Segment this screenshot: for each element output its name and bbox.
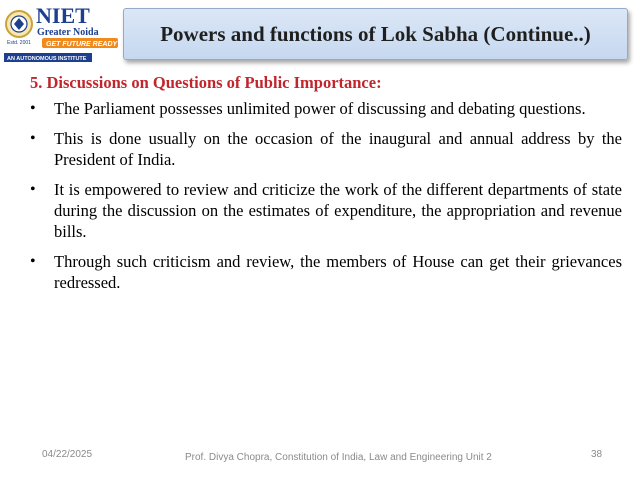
bullet-item [30,251,622,293]
page-number: 38 [591,449,603,460]
logo-tagline: GET FUTURE READY [46,41,118,48]
niet-logo [2,2,122,66]
logo-subtitle: Greater Noida [37,27,99,38]
slide-title: Powers and functions of Lok Sabha (Continue..) [160,21,591,46]
bullet-icon: • [30,100,36,117]
bullet-text: Through such criticism and review, the members of House can get their grievances redressed. [54,252,622,292]
section-heading: 5. Discussions on Questions of Public Importance: [30,73,382,92]
bullet-text: This is done usually on the occasion of the inaugural and annual address by the President of India. [54,129,622,169]
bullet-item [30,128,622,170]
logo-name: NIET [36,3,90,28]
bullet-list [30,98,622,293]
bullet-text: The Parliament possesses unlimited power of discussing and debating questions. [54,99,586,118]
logo-estd: Estd. 2001 [7,40,31,46]
bullet-item [30,179,622,242]
title-box [123,8,628,60]
bullet-item [30,98,622,119]
bullet-icon: • [30,253,36,270]
bullet-icon: • [30,181,36,198]
footer-author: Prof. Divya Chopra, Constitution of India, Law and Engineering Unit 2 [185,452,492,463]
slide-content [30,72,622,302]
footer-date: 04/22/2025 [42,449,93,460]
niet-logo-graphic [2,2,122,66]
bullet-icon: • [30,130,36,147]
logo-footer: AN AUTONOMOUS INSTITUTE [7,56,87,62]
bullet-text: It is empowered to review and criticize the work of the different departments of state during the discussion on the estimates of expenditure, the appropriation and revenue bills. [54,180,622,241]
